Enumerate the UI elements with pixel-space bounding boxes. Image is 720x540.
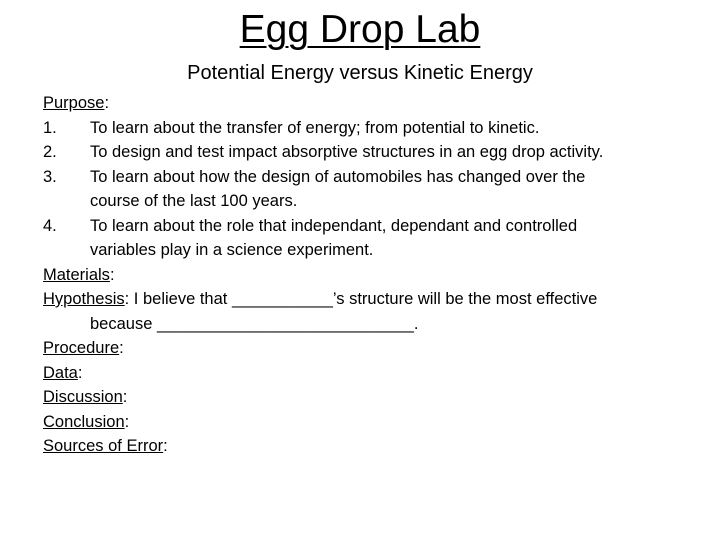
- page-subtitle: Potential Energy versus Kinetic Energy: [187, 62, 533, 84]
- hypothesis-text-continued: because ____________________________.: [90, 314, 419, 333]
- purpose-colon: :: [104, 94, 110, 112]
- sources-of-error-label: Sources of Error: [43, 437, 164, 455]
- discussion-colon: :: [122, 388, 128, 406]
- conclusion-colon: :: [124, 412, 130, 431]
- purpose-item-text: To learn about how the design of automobiles has changed over the: [90, 167, 586, 186]
- data-label: Data: [43, 363, 78, 382]
- purpose-heading: [43, 91, 703, 116]
- hypothesis-text: : I believe that ___________’s structure will be the most effective: [124, 290, 598, 308]
- data-colon: :: [77, 363, 83, 382]
- purpose-item-text: To learn about the role that independant, dependant and controlled: [90, 216, 578, 235]
- lab-outline: [43, 91, 703, 459]
- discussion-label: Discussion: [43, 388, 123, 406]
- materials-label: Materials: [43, 265, 110, 284]
- purpose-item-2: [43, 140, 703, 165]
- discussion-heading: [43, 385, 703, 410]
- materials-colon: :: [109, 265, 115, 284]
- sources-of-error-colon: :: [163, 437, 168, 455]
- purpose-item-4-continued: variables play in a science experiment.: [90, 241, 374, 259]
- data-heading: [43, 361, 703, 386]
- purpose-item-number: 4.: [43, 216, 57, 235]
- procedure-heading: [43, 336, 703, 361]
- purpose-item-3-continued: course of the last 100 years.: [90, 192, 298, 210]
- purpose-label: Purpose: [43, 94, 105, 112]
- purpose-item-number: 3.: [43, 167, 57, 186]
- conclusion-label: Conclusion: [43, 412, 125, 431]
- materials-heading: [43, 263, 703, 288]
- purpose-item-3: [43, 165, 703, 190]
- conclusion-heading: [43, 410, 703, 435]
- procedure-colon: :: [119, 339, 124, 357]
- purpose-item-text: To learn about the transfer of energy; from potential to kinetic.: [90, 118, 540, 137]
- purpose-item-number: 1.: [43, 118, 57, 137]
- purpose-item-text: To design and test impact absorptive structures in an egg drop activity.: [90, 143, 604, 161]
- page-title: Egg Drop Lab: [239, 8, 481, 51]
- purpose-item-4: [43, 214, 703, 239]
- hypothesis-heading: [43, 287, 703, 312]
- purpose-item-1: [43, 116, 703, 141]
- hypothesis-label: Hypothesis: [43, 290, 125, 308]
- purpose-item-number: 2.: [43, 143, 57, 161]
- procedure-label: Procedure: [43, 339, 120, 357]
- sources-of-error-heading: [43, 434, 703, 459]
